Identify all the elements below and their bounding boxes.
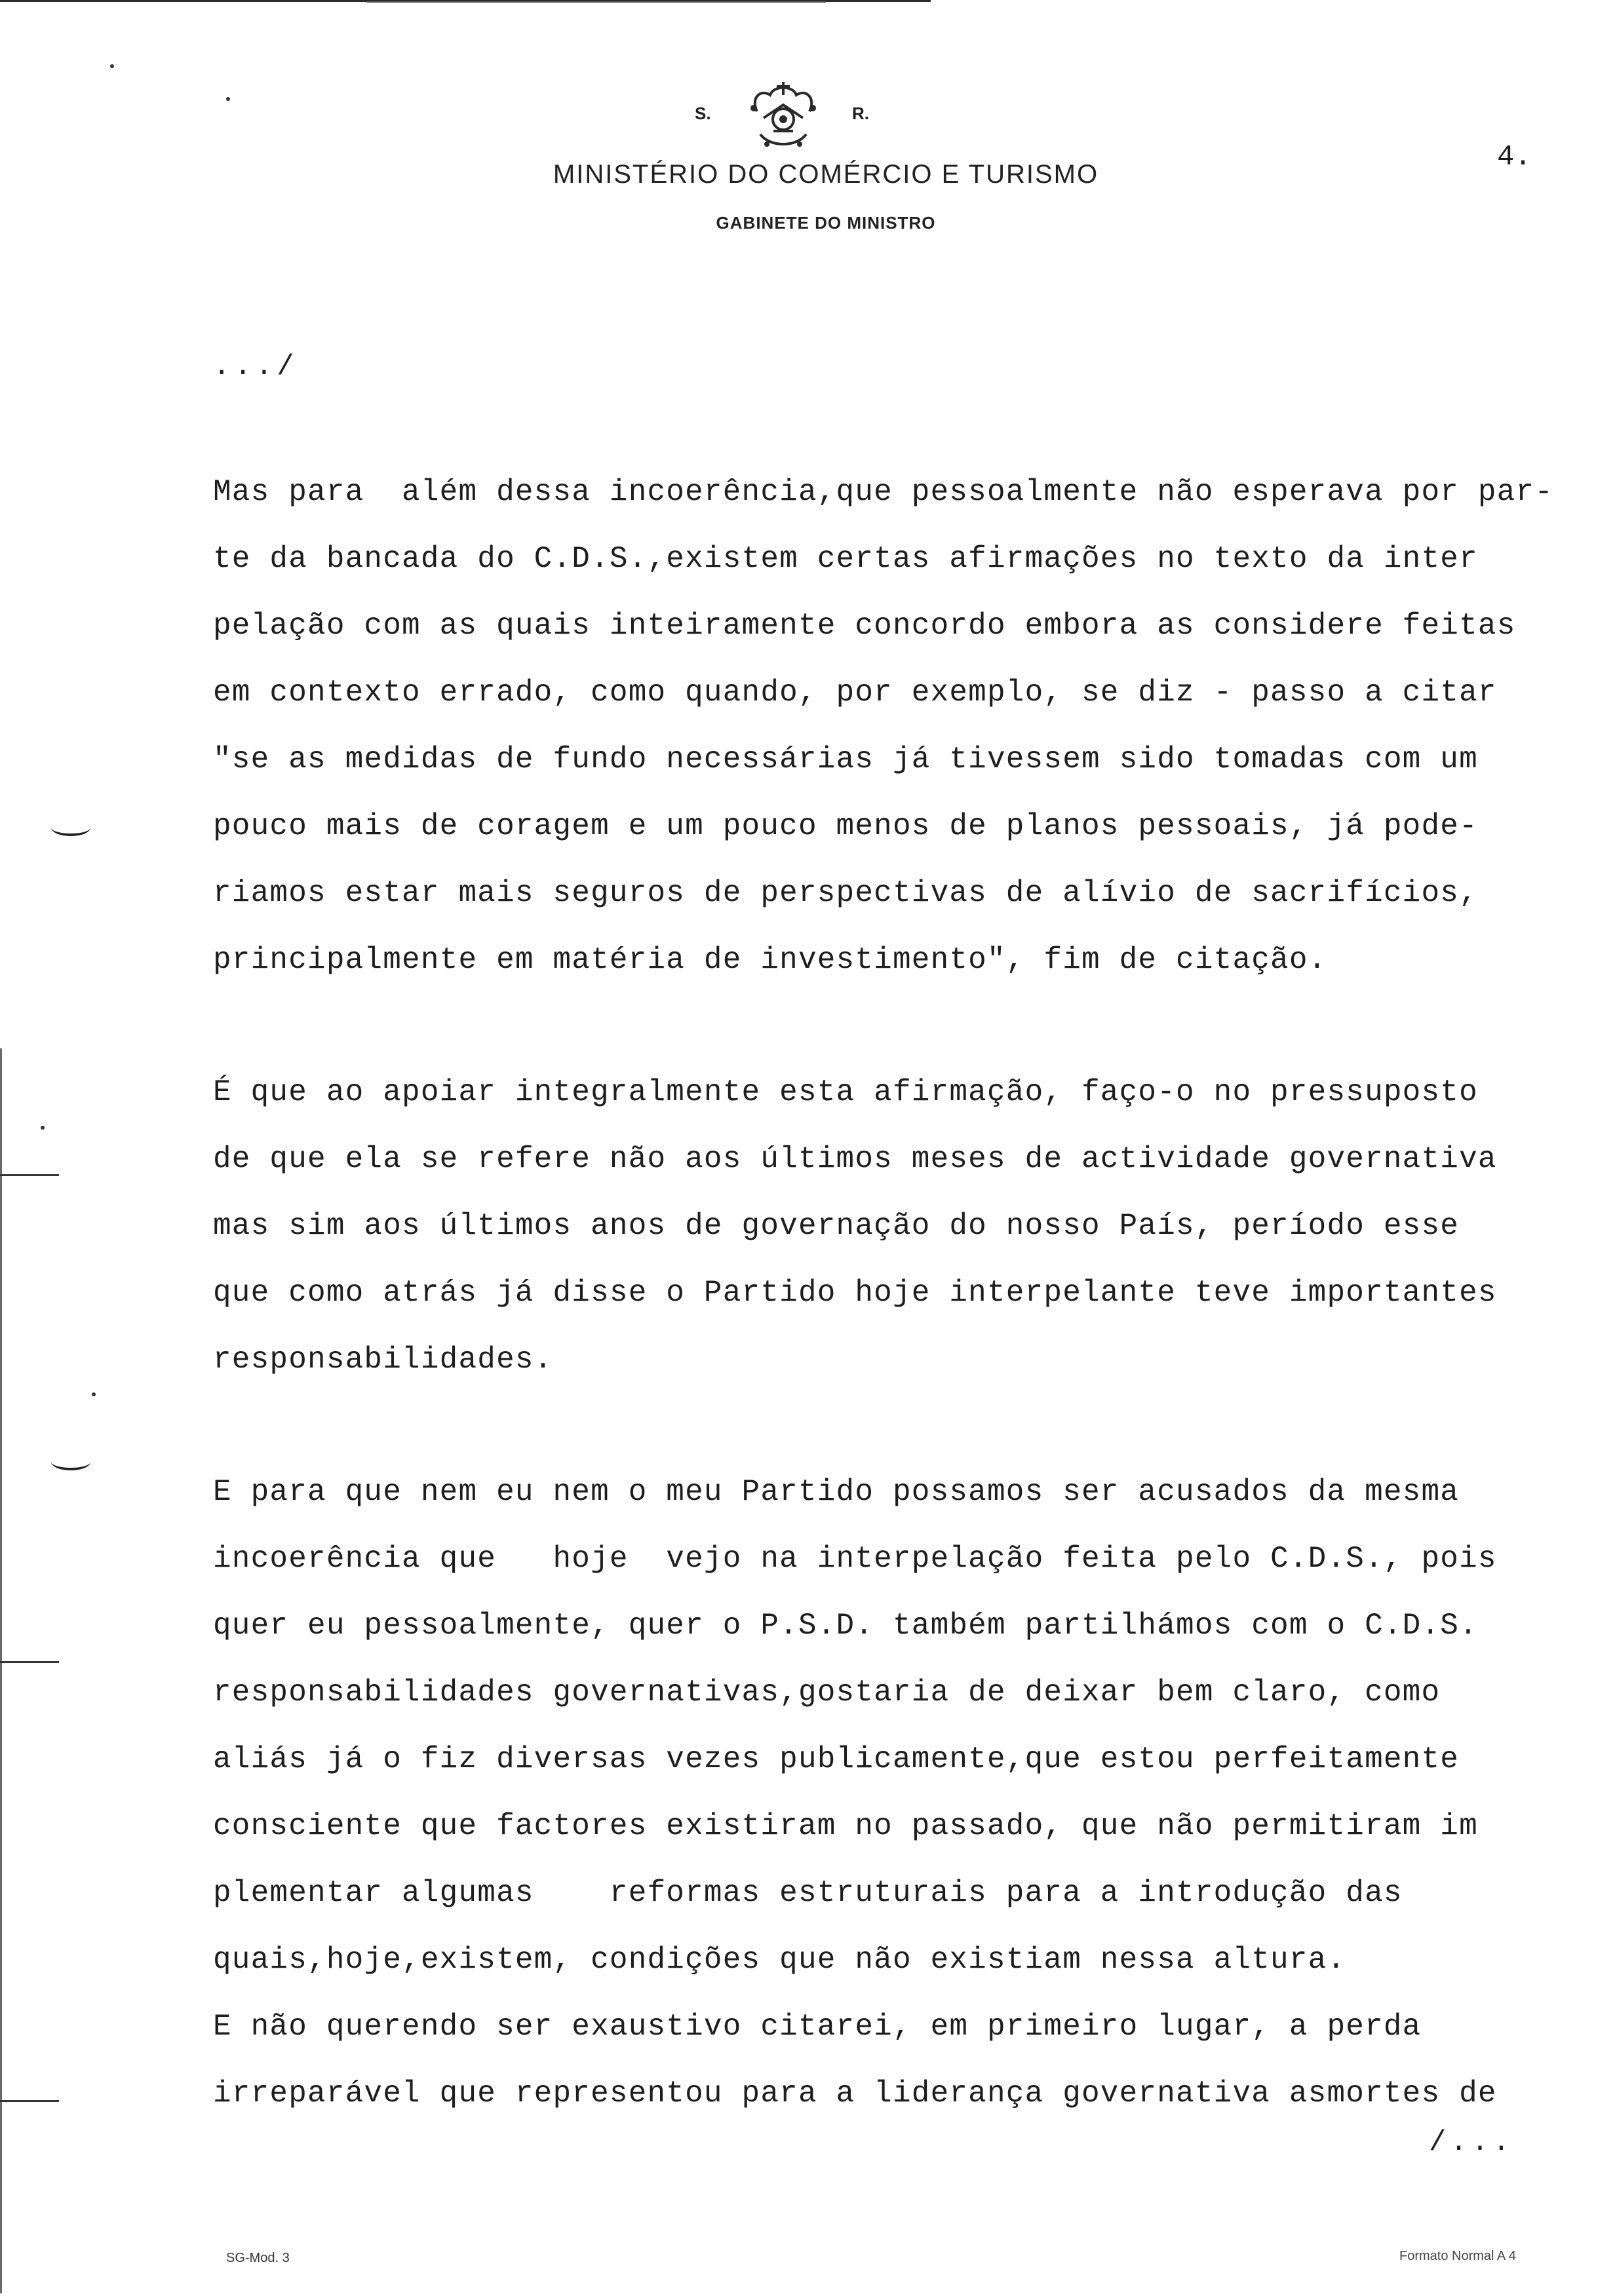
text-line: irreparável que representou para a liderança governativa asmortes de bbox=[213, 2076, 1497, 2111]
text-line: incoerência que hoje vejo na interpelação feita pelo C.D.S., pois bbox=[213, 1542, 1497, 1576]
paper-format: Formato Normal A 4 bbox=[1399, 2249, 1516, 2263]
text-line: mas sim aos últimos anos de governação do nosso País, período esse bbox=[213, 1209, 1460, 1243]
letterhead bbox=[459, 72, 1193, 233]
page-number: 4. bbox=[1497, 141, 1532, 174]
text-line: Mas para além dessa incoerência,que pessoalmente não esperava por par- bbox=[213, 475, 1554, 509]
letterhead-right-letter: R. bbox=[852, 104, 869, 123]
scan-speck bbox=[92, 1392, 96, 1396]
text-line: responsabilidades. bbox=[213, 1343, 553, 1377]
text-line: te da bancada do C.D.S.,existem certas afirmações no texto da inter bbox=[213, 542, 1478, 576]
text-line: consciente que factores existiram no passado, que não permitiram im bbox=[213, 1809, 1478, 1843]
text-line: em contexto errado, como quando, por exemplo, se diz - passo a citar bbox=[213, 676, 1497, 710]
text-line: pouco mais de coragem e um pouco menos de planos pessoais, já pode- bbox=[213, 809, 1478, 843]
text-line: plementar algumas reformas estruturais para a introdução das bbox=[213, 1876, 1403, 1910]
scan-speck bbox=[110, 64, 114, 68]
coat-of-arms-emblem-icon bbox=[734, 72, 832, 157]
scan-speck bbox=[226, 97, 230, 101]
text-line: de que ela se refere não aos últimos meses de actividade governativa bbox=[213, 1142, 1497, 1176]
scan-left-edge bbox=[0, 1048, 2, 2293]
scan-curve-mark bbox=[51, 819, 90, 836]
text-line: principalmente em matéria de investimento", fim de citação. bbox=[213, 943, 1327, 977]
letter-body bbox=[213, 459, 1589, 2127]
letterhead-left-letter: S. bbox=[695, 104, 711, 123]
paragraph bbox=[213, 1059, 1589, 1393]
text-line: quer eu pessoalmente, quer o P.S.D. também partilhámos com o C.D.S. bbox=[213, 1609, 1478, 1643]
text-line: que como atrás já disse o Partido hoje interpelante teve importantes bbox=[213, 1276, 1497, 1310]
text-line: E para que nem eu nem o meu Partido possamos ser acusados da mesma bbox=[213, 1475, 1460, 1509]
ministry-title: MINISTÉRIO DO COMÉRCIO E TURISMO bbox=[553, 160, 1099, 189]
text-line: riamos estar mais seguros de perspectivas de alívio de sacrifícios, bbox=[213, 876, 1478, 910]
text-line: quais,hoje,existem, condições que não existiam nessa altura. bbox=[213, 1943, 1346, 1977]
text-line: aliás já o fiz diversas vezes publicamente,que estou perfeitamente bbox=[213, 1742, 1460, 1776]
text-line: É que ao apoiar integralmente esta afirmação, faço-o no pressuposto bbox=[213, 1075, 1478, 1109]
scan-left-mark bbox=[0, 2100, 59, 2102]
form-code: SG-Mod. 3 bbox=[226, 2251, 290, 2265]
office-title: GABINETE DO MINISTRO bbox=[716, 213, 936, 233]
text-line: "se as medidas de fundo necessárias já tivessem sido tomadas com um bbox=[213, 742, 1478, 776]
scan-left-mark bbox=[0, 1174, 59, 1176]
text-line: E não querendo ser exaustivo citarei, em primeiro lugar, a perda bbox=[213, 2010, 1422, 2044]
text-line: responsabilidades governativas,gostaria de deixar bem claro, como bbox=[213, 1675, 1441, 1710]
continuation-marker-bottom: /... bbox=[1429, 2126, 1514, 2159]
scan-left-mark bbox=[0, 1661, 59, 1663]
text-line: pelação com as quais inteiramente concordo embora as considere feitas bbox=[213, 609, 1516, 643]
paragraph bbox=[213, 1459, 1589, 2127]
continuation-marker-top: .../ bbox=[213, 351, 298, 383]
scan-curve-mark bbox=[51, 1453, 90, 1470]
scan-top-rule-secondary bbox=[367, 1, 826, 3]
paragraph bbox=[213, 459, 1589, 993]
scan-speck bbox=[41, 1126, 45, 1130]
